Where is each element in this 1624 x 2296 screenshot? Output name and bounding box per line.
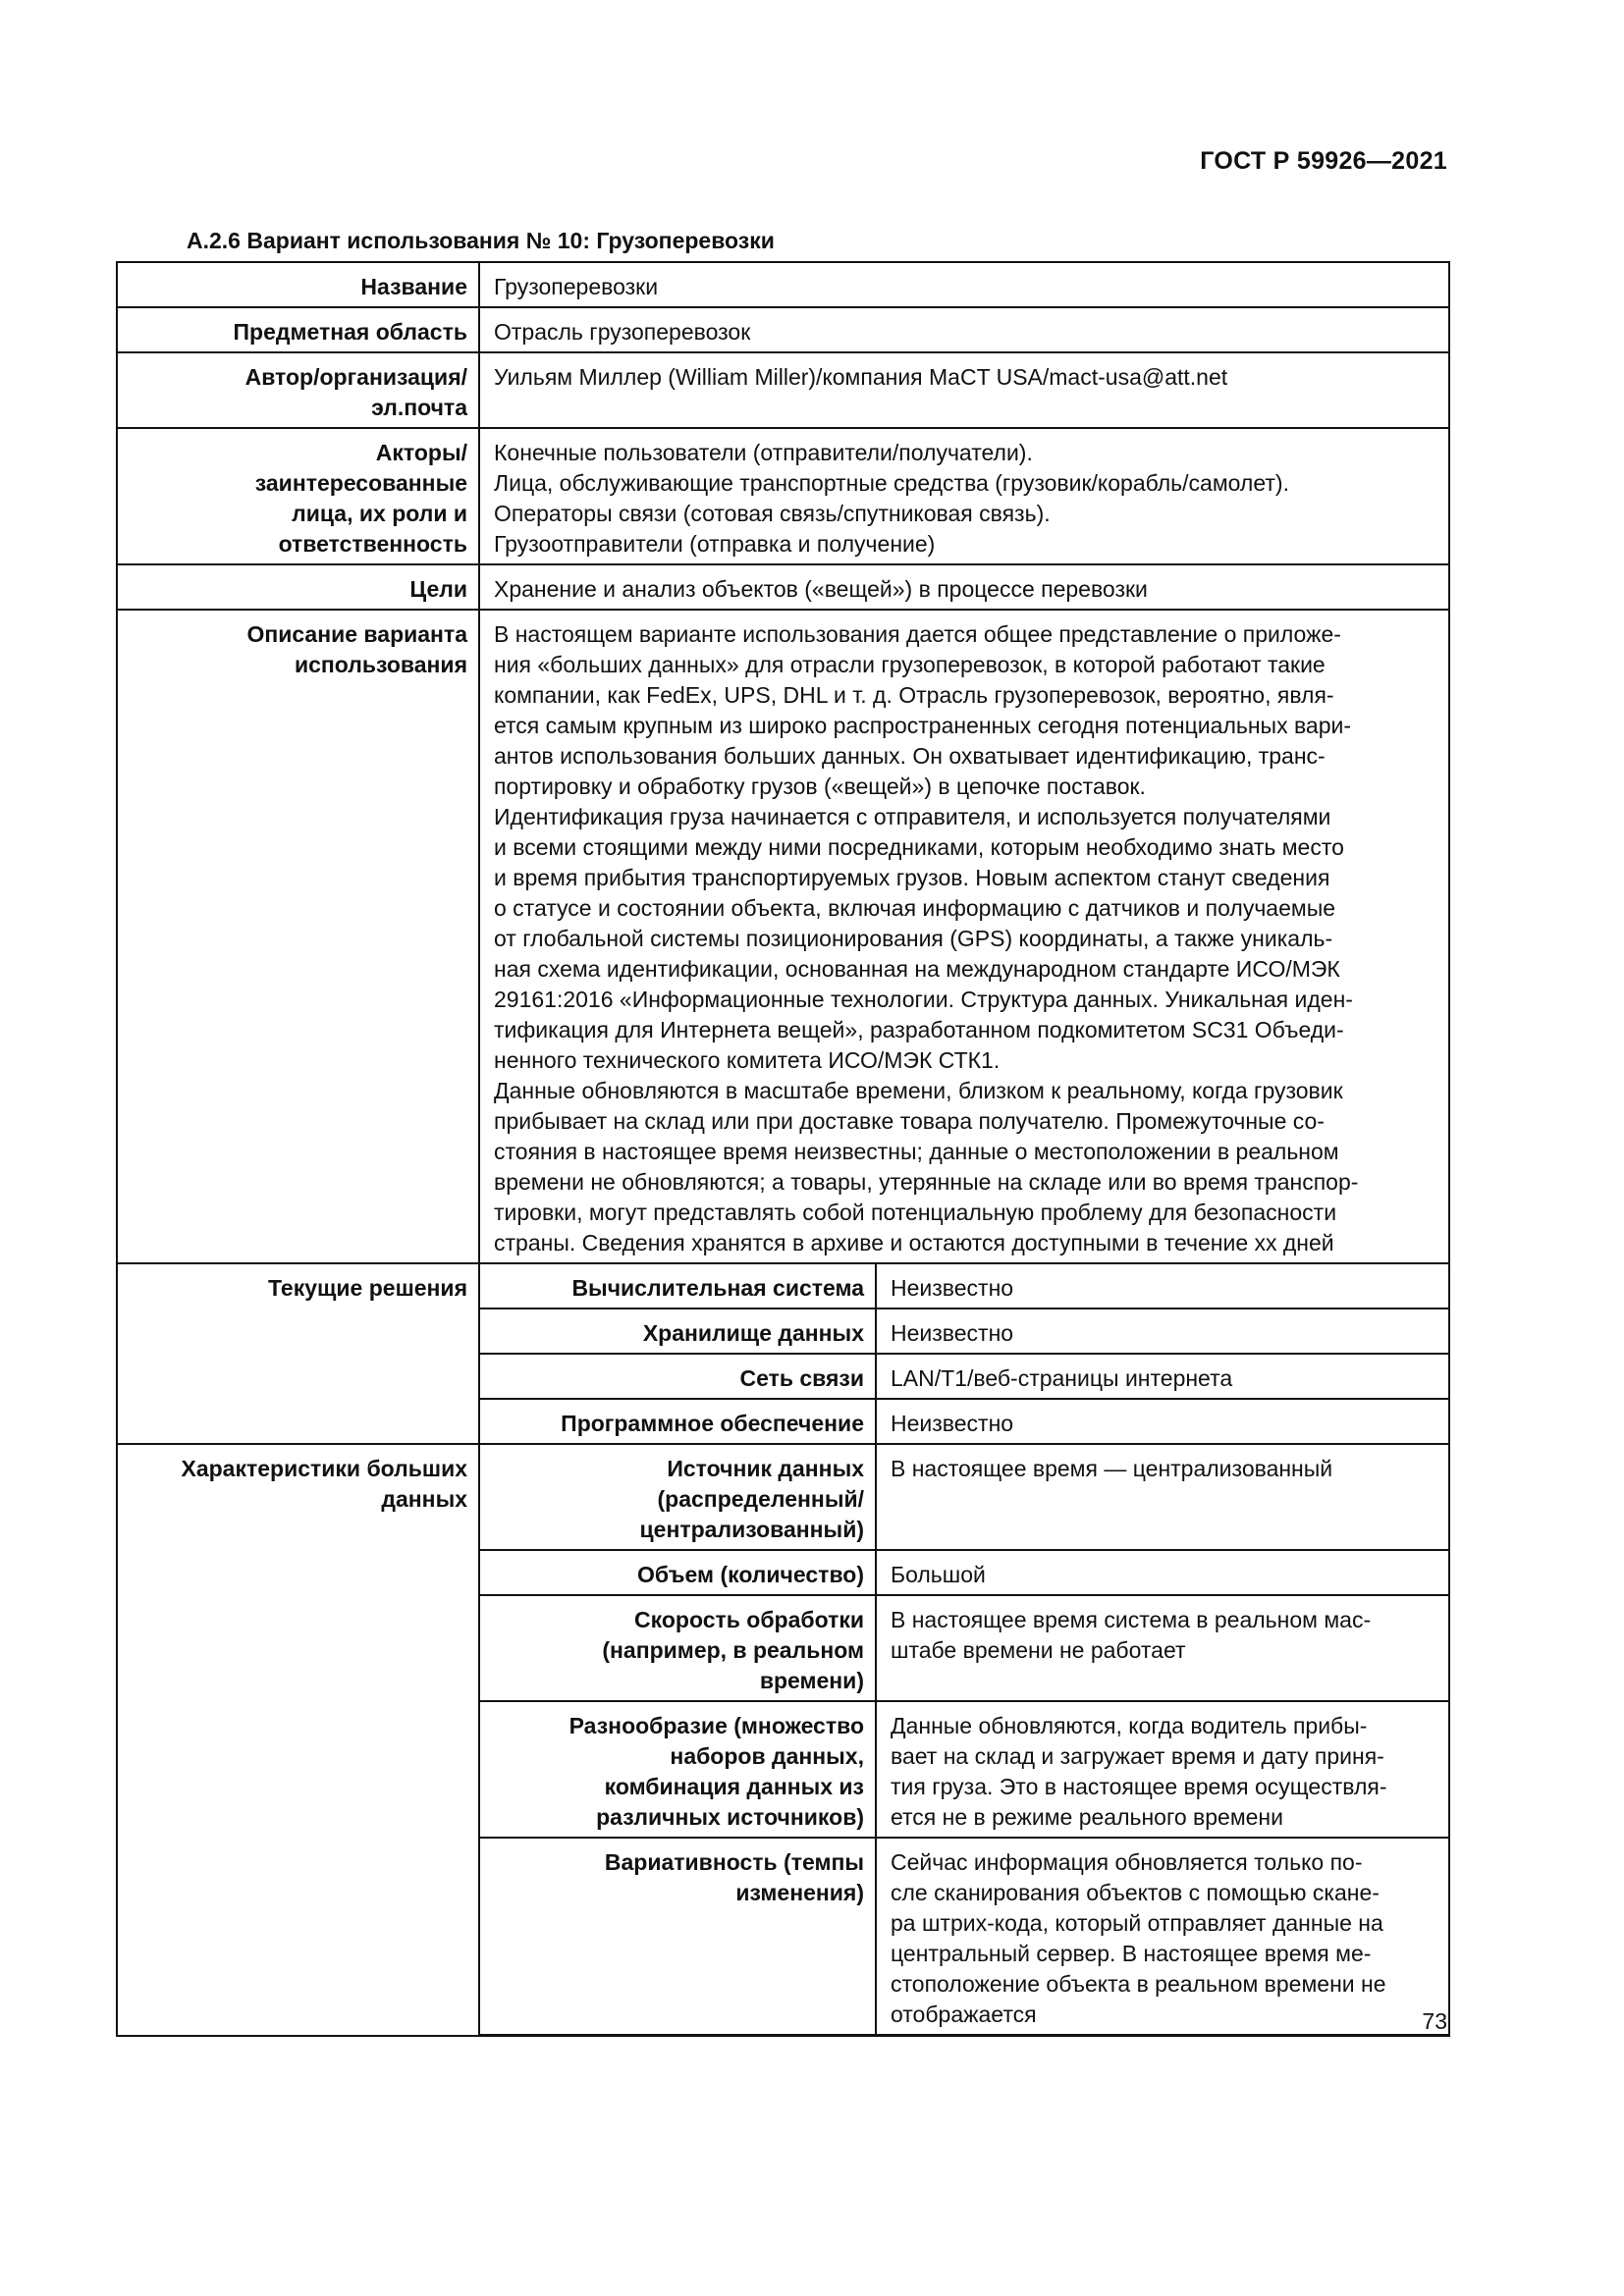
velocity-label-line: (например, в реальном (602, 1637, 864, 1663)
source-label-line: Источник данных (667, 1456, 864, 1481)
description-line: тировки, могут представлять собой потенциальную проблему для безопасности (494, 1200, 1337, 1225)
variability-value-line: ра штрих-кода, который отправляет данные на (891, 1910, 1383, 1936)
author-label-line: Автор/организация/ (244, 364, 467, 390)
source-value: В настоящее время — централизованный (876, 1444, 1449, 1550)
row-domain (117, 307, 1449, 352)
software-value: Неизвестно (876, 1399, 1449, 1444)
section-title: А.2.6 Вариант использования № 10: Грузоперевозки (187, 228, 775, 253)
variety-label (479, 1701, 876, 1838)
row-goals (117, 564, 1449, 610)
name-label: Название (117, 262, 479, 307)
actors-label-line: Акторы/ (375, 440, 467, 465)
variety-value-line: вает на склад и загружает время и дату приня- (891, 1743, 1384, 1769)
description-label-line: использования (294, 652, 467, 677)
page-number: 73 (1422, 2008, 1447, 2034)
description-line: прибывает на склад или при доставке товара получателю. Промежуточные со- (494, 1108, 1325, 1134)
velocity-value-line: штабе времени не работает (891, 1637, 1186, 1663)
actors-value (479, 428, 1449, 564)
variability-label-line: Вариативность (темпы (604, 1849, 864, 1875)
description-line: о статусе и состоянии объекта, включая информацию с датчиков и получаемые (494, 895, 1336, 921)
bigdata-label (117, 1444, 479, 2036)
storage-label: Хранилище данных (479, 1308, 876, 1354)
description-line: В настоящем варианте использования дается общее представление о приложе- (494, 621, 1341, 647)
document-code: ГОСТ Р 59926—2021 (1200, 147, 1447, 175)
variety-value-line: ется не в режиме реального времени (891, 1804, 1283, 1830)
volume-label: Объем (количество) (479, 1550, 876, 1595)
actors-value-line: Операторы связи (сотовая связь/спутниковая связь). (494, 501, 1051, 526)
network-label: Сеть связи (479, 1354, 876, 1399)
description-line: и всеми стоящими между ними посредниками, которым необходимо знать место (494, 834, 1344, 860)
actors-value-line: Лица, обслуживающие транспортные средства (грузовик/корабль/самолет). (494, 470, 1289, 496)
description-line: от глобальной системы позиционирования (GPS) координаты, а также уникаль- (494, 926, 1333, 951)
velocity-value (876, 1595, 1449, 1701)
velocity-label (479, 1595, 876, 1701)
goals-value: Хранение и анализ объектов («вещей») в процессе перевозки (479, 564, 1449, 610)
description-value (479, 610, 1449, 1263)
velocity-value-line: В настоящее время система в реальном мас- (891, 1607, 1372, 1632)
actors-value-line: Грузоотправители (отправка и получение) (494, 531, 936, 557)
description-label (117, 610, 479, 1263)
variety-label-line: комбинация данных из (604, 1774, 864, 1799)
actors-label-line: заинтересованные (254, 470, 467, 496)
actors-label-line: лица, их роли и (292, 501, 467, 526)
variability-value-line: центральный сервер. В настоящее время ме- (891, 1941, 1372, 1966)
actors-value-line: Конечные пользователи (отправители/получатели). (494, 440, 1033, 465)
description-line: времени не обновляются; а товары, утерянные на складе или во время транспор- (494, 1169, 1359, 1195)
compute-label: Вычислительная система (479, 1263, 876, 1308)
description-line: ния «больших данных» для отрасли грузоперевозок, в которой работают такие (494, 652, 1326, 677)
compute-value: Неизвестно (876, 1263, 1449, 1308)
source-label-line: (распределенный/ (657, 1486, 864, 1512)
row-current-compute (117, 1263, 1449, 1308)
domain-label: Предметная область (117, 307, 479, 352)
description-line: Данные обновляются в масштабе времени, близком к реальному, когда грузовик (494, 1078, 1343, 1103)
name-value: Грузоперевозки (479, 262, 1449, 307)
variability-value-line: стоположение объекта в реальном времени не (891, 1971, 1386, 1997)
software-label: Программное обеспечение (479, 1399, 876, 1444)
bigdata-label-line: данных (381, 1486, 467, 1512)
bigdata-label-line: Характеристики больших (181, 1456, 467, 1481)
author-value: Уильям Миллер (William Miller)/компания MaCT USA/mact-usa@att.net (479, 352, 1449, 428)
variability-value-line: сле сканирования объектов с помощью скане- (891, 1880, 1380, 1905)
description-line: и время прибытия транспортируемых грузов. Новым аспектом станут сведения (494, 865, 1330, 890)
variety-value-line: Данные обновляются, когда водитель прибы- (891, 1713, 1368, 1738)
use-case-table (116, 261, 1450, 2037)
source-label (479, 1444, 876, 1550)
row-description (117, 610, 1449, 1263)
current-solutions-label: Текущие решения (117, 1263, 479, 1444)
velocity-label-line: Скорость обработки (634, 1607, 864, 1632)
variety-value-line: тия груза. Это в настоящее время осуществля- (891, 1774, 1387, 1799)
source-label-line: централизованный) (639, 1517, 864, 1542)
row-author (117, 352, 1449, 428)
domain-value: Отрасль грузоперевозок (479, 307, 1449, 352)
description-line: страны. Сведения хранятся в архиве и остаются доступными в течение хх дней (494, 1230, 1334, 1255)
description-line: портировку и обработку грузов («вещей») в цепочке поставок. (494, 774, 1146, 799)
actors-label (117, 428, 479, 564)
volume-value: Большой (876, 1550, 1449, 1595)
description-line: 29161:2016 «Информационные технологии. Структура данных. Уникальная иден- (494, 987, 1353, 1012)
description-line: Идентификация груза начинается с отправителя, и используется получателями (494, 804, 1331, 829)
storage-value: Неизвестно (876, 1308, 1449, 1354)
network-value: LAN/T1/веб-страницы интернета (876, 1354, 1449, 1399)
variability-value-line: отображается (891, 2002, 1037, 2027)
variety-label-line: различных источников) (596, 1804, 864, 1830)
author-label (117, 352, 479, 428)
variety-label-line: Разнообразие (множество (568, 1713, 864, 1738)
description-line: тификация для Интернета вещей», разработанном подкомитетом SC31 Объеди- (494, 1017, 1344, 1042)
row-name (117, 262, 1449, 307)
variability-label-line: изменения) (735, 1880, 864, 1905)
variability-label (479, 1838, 876, 2036)
row-actors (117, 428, 1449, 564)
author-label-line: эл.почта (371, 395, 467, 420)
goals-label: Цели (117, 564, 479, 610)
variety-value (876, 1701, 1449, 1838)
description-line: антов использования больших данных. Он охватывает идентификацию, транс- (494, 743, 1326, 769)
variety-label-line: наборов данных, (670, 1743, 864, 1769)
description-line: ненного технического комитета ИСО/МЭК СТК1. (494, 1047, 1001, 1073)
description-label-line: Описание варианта (246, 621, 467, 647)
variability-value-line: Сейчас информация обновляется только по- (891, 1849, 1363, 1875)
variability-value (876, 1838, 1449, 2036)
description-line: стояния в настоящее время неизвестны; данные о местоположении в реальном (494, 1139, 1339, 1164)
description-line: ется самым крупным из широко распространенных сегодня потенциальных вари- (494, 713, 1352, 738)
description-line: ная схема идентификации, основанная на международном стандарте ИСО/МЭК (494, 956, 1340, 982)
actors-label-line: ответственность (278, 531, 467, 557)
velocity-label-line: времени) (759, 1668, 864, 1693)
description-line: компании, как FedEx, UPS, DHL и т. д. Отрасль грузоперевозок, вероятно, явля- (494, 682, 1334, 708)
row-bigdata-source (117, 1444, 1449, 1550)
